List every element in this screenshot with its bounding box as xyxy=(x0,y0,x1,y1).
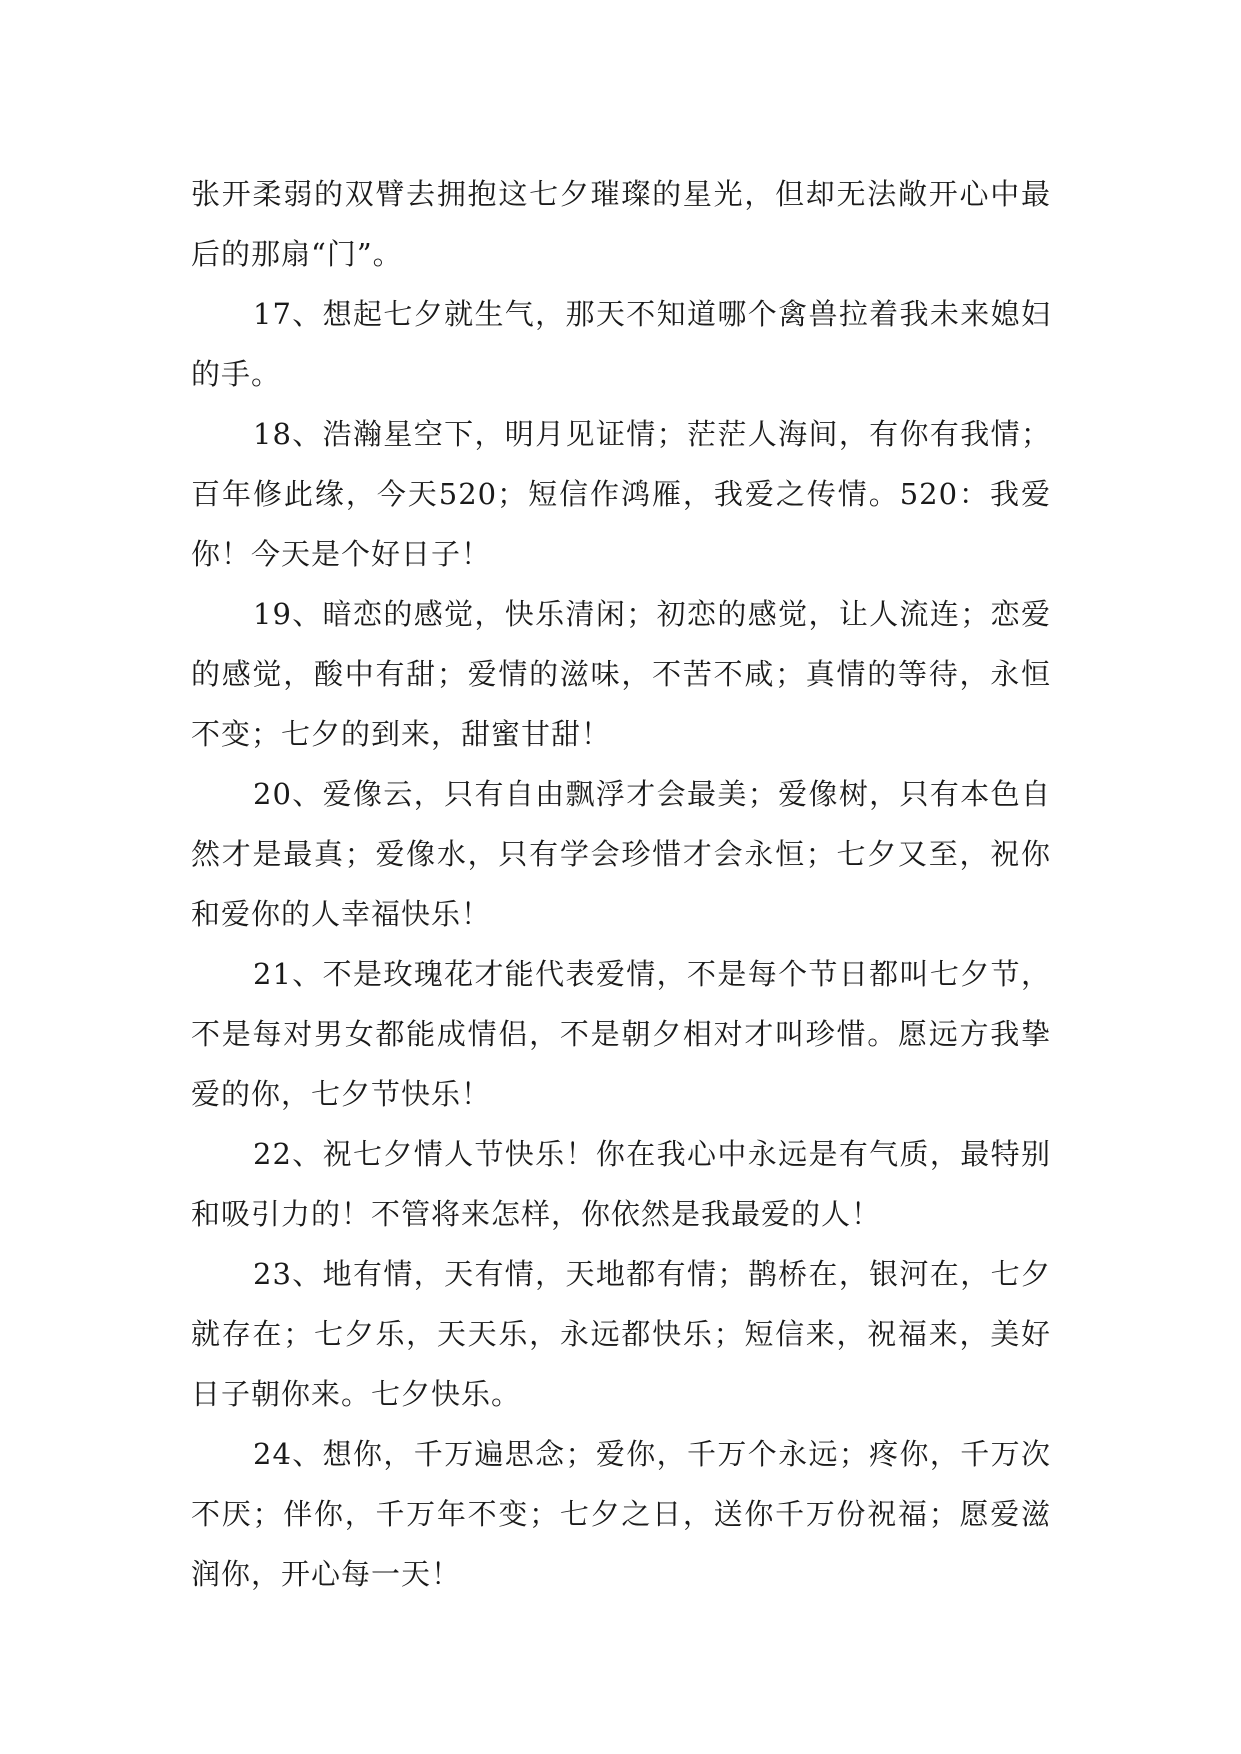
paragraph-19: 19、暗恋的感觉，快乐清闲；初恋的感觉，让人流连；恋爱的感觉，酸中有甜；爱情的滋味，不苦不咸；真情的等待，永恒不变；七夕的到来，甜蜜甘甜！ xyxy=(191,597,1051,751)
paragraph-24: 24、想你，千万遍思念；爱你，千万个永远；疼你，千万次不厌；伴你，千万年不变；七夕之日，送你千万份祝福；愿爱滋润你，开心每一天！ xyxy=(191,1437,1051,1591)
paragraph-18: 18、浩瀚星空下，明月见证情；茫茫人海间，有你有我情；百年修此缘，今天520；短信作鸿雁，我爱之传情。520：我爱你！今天是个好日子！ xyxy=(191,417,1051,571)
paragraph-20: 20、爱像云，只有自由飘浮才会最美；爱像树，只有本色自然才是最真；爱像水，只有学会珍惜才会永恒；七夕又至，祝你和爱你的人幸福快乐！ xyxy=(191,777,1051,931)
document-body xyxy=(191,164,1051,1604)
paragraph-21: 21、不是玫瑰花才能代表爱情，不是每个节日都叫七夕节，不是每对男女都能成情侣，不是朝夕相对才叫珍惜。愿远方我挚爱的你，七夕节快乐！ xyxy=(191,957,1051,1111)
paragraph-22: 22、祝七夕情人节快乐！你在我心中永远是有气质，最特别和吸引力的！不管将来怎样，你依然是我最爱的人！ xyxy=(191,1137,1051,1231)
paragraph-continuation: 张开柔弱的双臂去拥抱这七夕璀璨的星光，但却无法敞开心中最后的那扇“门”。 xyxy=(191,177,1051,271)
paragraph-17: 17、想起七夕就生气，那天不知道哪个禽兽拉着我未来媳妇的手。 xyxy=(191,297,1051,391)
paragraph-23: 23、地有情，天有情，天地都有情；鹊桥在，银河在，七夕就存在；七夕乐，天天乐，永远都快乐；短信来，祝福来，美好日子朝你来。七夕快乐。 xyxy=(191,1257,1051,1411)
